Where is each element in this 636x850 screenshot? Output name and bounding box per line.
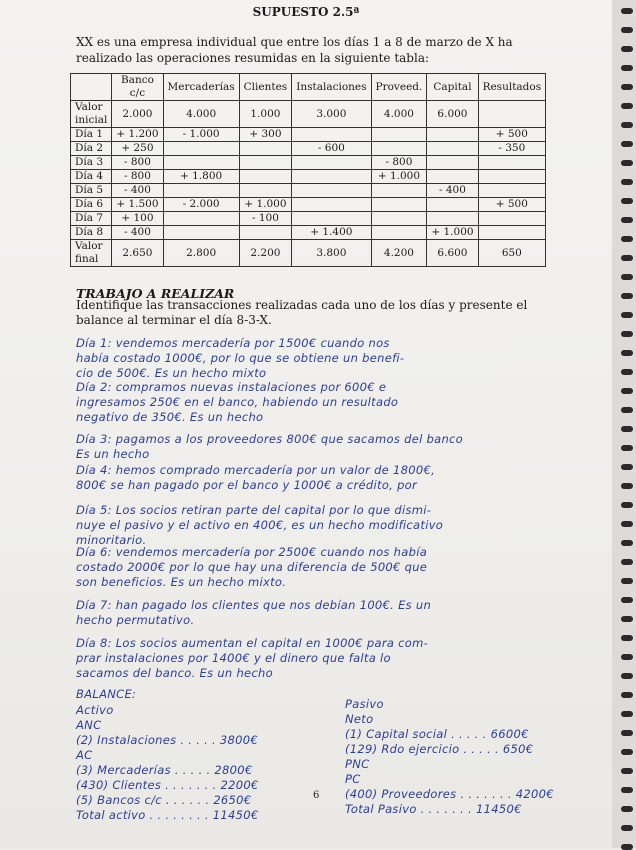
answer-day-1 — [76, 336, 576, 381]
table-cell: 650 — [478, 240, 546, 267]
column-header: Banco c/c — [112, 74, 163, 101]
answer-line: costado 2000€ por lo que hay una diferencia de 500€ que — [76, 560, 428, 574]
binding-ring — [621, 673, 633, 679]
balance-assets — [76, 703, 259, 823]
binding-ring — [621, 616, 633, 622]
binding-ring — [621, 141, 633, 147]
binding-ring — [621, 65, 633, 71]
table-cell — [371, 198, 427, 212]
binding-ring — [621, 8, 633, 14]
page-number: 6 — [313, 790, 320, 801]
table-cell: 1.000 — [239, 101, 292, 128]
binding-ring — [621, 597, 633, 603]
table-cell: + 300 — [239, 128, 292, 142]
table-cell — [292, 184, 371, 198]
binding-ring — [621, 407, 633, 413]
table-cell: 2.200 — [239, 240, 292, 267]
page-title: SUPUESTO 2.5ª — [252, 5, 360, 19]
binding-ring — [621, 483, 633, 489]
binding-ring — [621, 806, 633, 812]
table-cell — [427, 128, 478, 142]
table-row — [71, 184, 546, 198]
table-row — [71, 226, 546, 240]
binding-ring — [621, 198, 633, 204]
balance-liabilities — [345, 697, 554, 817]
table-cell: - 2.000 — [163, 198, 239, 212]
table-cell — [371, 128, 427, 142]
table-cell — [478, 212, 546, 226]
table-row — [71, 212, 546, 226]
table-cell: 2.800 — [163, 240, 239, 267]
table-header-row — [71, 74, 546, 101]
table-cell — [292, 170, 371, 184]
answer-line: Día 3: pagamos a los proveedores 800€ que sacamos del banco — [76, 432, 464, 446]
table-cell — [427, 142, 478, 156]
table-cell — [427, 170, 478, 184]
table-cell — [371, 212, 427, 226]
table-row — [71, 156, 546, 170]
table-row — [71, 142, 546, 156]
table-cell — [478, 184, 546, 198]
answer-day-5 — [76, 503, 576, 548]
binding-ring — [621, 27, 633, 33]
table-cell: + 1.200 — [112, 128, 163, 142]
table-cell: + 500 — [478, 128, 546, 142]
table-cell — [239, 142, 292, 156]
answer-line: Día 8: Los socios aumentan el capital en 1000€ para com- — [76, 636, 429, 650]
table-cell — [239, 156, 292, 170]
table-cell — [163, 142, 239, 156]
table-cell — [371, 184, 427, 198]
balance-line: (430) Clientes . . . . . . . 2200€ — [76, 778, 259, 792]
table-cell — [239, 184, 292, 198]
balance-line: (1) Capital social . . . . . 6600€ — [345, 727, 529, 741]
balance-line: AC — [76, 748, 93, 762]
answer-day-3 — [76, 432, 576, 462]
binding-ring — [621, 103, 633, 109]
binding-ring — [621, 388, 633, 394]
binding-ring — [621, 350, 633, 356]
binding-ring — [621, 768, 633, 774]
row-label: Día 5 — [71, 184, 112, 198]
binding-ring — [621, 787, 633, 793]
binding-ring — [621, 160, 633, 166]
answer-line: sacamos del banco. Es un hecho — [76, 666, 273, 680]
balance-line: PC — [345, 772, 361, 786]
binding-ring — [621, 502, 633, 508]
table-cell — [163, 156, 239, 170]
table-cell: + 1.800 — [163, 170, 239, 184]
balance-line: Neto — [345, 712, 374, 726]
binding-ring — [621, 825, 633, 831]
table-cell — [292, 198, 371, 212]
table-cell: 4.200 — [371, 240, 427, 267]
table-cell — [427, 212, 478, 226]
row-label: Valor final — [71, 240, 112, 267]
binding-ring — [621, 578, 633, 584]
answer-line: 800€ se han pagado por el banco y 1000€ a crédito, por — [76, 478, 418, 492]
column-header: Resultados — [478, 74, 546, 101]
balance-line: Pasivo — [345, 697, 384, 711]
table-cell — [371, 142, 427, 156]
table-cell: - 400 — [112, 184, 163, 198]
table-cell: + 1.000 — [427, 226, 478, 240]
instruction-text: Identifique las transacciones realizadas cada uno de los días y presente el balance al terminar el día 8-3-X. — [76, 298, 528, 327]
table-row — [71, 170, 546, 184]
table-cell — [427, 156, 478, 170]
table-cell — [292, 212, 371, 226]
row-label: Día 8 — [71, 226, 112, 240]
balance-line: (5) Bancos c/c . . . . . . 2650€ — [76, 793, 252, 807]
balance-line: ANC — [76, 718, 102, 732]
binding-ring — [621, 521, 633, 527]
table-cell: + 250 — [112, 142, 163, 156]
answer-day-8 — [76, 636, 576, 681]
table-cell: - 800 — [112, 170, 163, 184]
row-label: Día 2 — [71, 142, 112, 156]
balance-line: (2) Instalaciones . . . . . 3800€ — [76, 733, 259, 747]
binding-ring — [621, 236, 633, 242]
answer-line: Día 2: compramos nuevas instalaciones por 600€ e — [76, 380, 387, 394]
table-cell: 6.600 — [427, 240, 478, 267]
answer-day-2 — [76, 380, 576, 425]
binding-ring — [621, 540, 633, 546]
table-cell: - 400 — [427, 184, 478, 198]
table-cell — [163, 184, 239, 198]
answer-line: negativo de 350€. Es un hecho — [76, 410, 264, 424]
answer-line: Día 7: han pagado los clientes que nos debían 100€. Es un — [76, 598, 432, 612]
column-header: Proveed. — [371, 74, 427, 101]
binding-ring — [621, 217, 633, 223]
answer-line: Día 6: vendemos mercadería por 2500€ cuando nos había — [76, 545, 428, 559]
row-label: Día 1 — [71, 128, 112, 142]
binding-ring — [621, 274, 633, 280]
binding-ring — [621, 711, 633, 717]
balance-line: (129) Rdo ejercicio . . . . . 650€ — [345, 742, 534, 756]
balance-line: Activo — [76, 703, 114, 717]
table-row — [71, 101, 546, 128]
answer-line: son beneficios. Es un hecho mixto. — [76, 575, 287, 589]
binding-ring — [621, 635, 633, 641]
binding-ring — [621, 445, 633, 451]
binding-ring — [621, 654, 633, 660]
operations-table — [70, 73, 546, 267]
spiral-binding — [612, 0, 636, 848]
table-cell: 2.650 — [112, 240, 163, 267]
balance-heading — [76, 687, 136, 702]
table-cell: - 800 — [112, 156, 163, 170]
binding-ring — [621, 730, 633, 736]
table-cell: + 1.000 — [239, 198, 292, 212]
table-cell — [478, 101, 546, 128]
answer-day-4 — [76, 463, 576, 493]
answer-day-6 — [76, 545, 576, 590]
balance-title: BALANCE: — [76, 687, 137, 701]
table-row — [71, 198, 546, 212]
table-cell: - 600 — [292, 142, 371, 156]
binding-ring — [621, 84, 633, 90]
binding-ring — [621, 426, 633, 432]
row-label: Valor inicial — [71, 101, 112, 128]
binding-ring — [621, 844, 633, 850]
binding-ring — [621, 179, 633, 185]
table-cell: + 1.400 — [292, 226, 371, 240]
table-cell: + 500 — [478, 198, 546, 212]
answer-line: Día 5: Los socios retiran parte del capital por lo que dismi- — [76, 503, 432, 517]
table-cell: 6.000 — [427, 101, 478, 128]
balance-line: (400) Proveedores . . . . . . . 4200€ — [345, 787, 554, 801]
binding-ring — [621, 122, 633, 128]
binding-ring — [621, 46, 633, 52]
column-header — [71, 74, 112, 101]
table-cell — [292, 156, 371, 170]
table-cell: - 100 — [239, 212, 292, 226]
table-cell: - 800 — [371, 156, 427, 170]
table-cell — [478, 226, 546, 240]
table-cell — [478, 170, 546, 184]
table-cell: 3.000 — [292, 101, 371, 128]
row-label: Día 3 — [71, 156, 112, 170]
binding-ring — [621, 293, 633, 299]
column-header: Mercaderías — [163, 74, 239, 101]
binding-ring — [621, 464, 633, 470]
binding-ring — [621, 255, 633, 261]
table-cell: 4.000 — [371, 101, 427, 128]
table-cell — [163, 226, 239, 240]
answer-line: Día 1: vendemos mercadería por 1500€ cuando nos — [76, 336, 390, 350]
table-row — [71, 128, 546, 142]
row-label: Día 6 — [71, 198, 112, 212]
answer-day-7 — [76, 598, 576, 628]
table-cell: + 1.000 — [371, 170, 427, 184]
binding-ring — [621, 692, 633, 698]
column-header: Instalaciones — [292, 74, 371, 101]
section-heading: TRABAJO A REALIZAR — [76, 286, 235, 301]
column-header: Clientes — [239, 74, 292, 101]
table-cell: 4.000 — [163, 101, 239, 128]
intro-text: XX es una empresa individual que entre los días 1 a 8 de marzo de X ha realizado las operaciones resumidas en la siguiente tabla: — [76, 35, 513, 65]
table-cell: - 400 — [112, 226, 163, 240]
table-cell — [371, 226, 427, 240]
answer-line: cio de 500€. Es un hecho mixto — [76, 366, 267, 380]
answer-line: había costado 1000€, por lo que se obtiene un benefi- — [76, 351, 405, 365]
column-header: Capital — [427, 74, 478, 101]
binding-ring — [621, 749, 633, 755]
answer-line: ingresamos 250€ en el banco, habiendo un resultado — [76, 395, 399, 409]
table-cell — [292, 128, 371, 142]
table-cell: - 350 — [478, 142, 546, 156]
table-cell — [239, 226, 292, 240]
table-body — [71, 101, 546, 267]
answer-line: Es un hecho — [76, 447, 150, 461]
table-cell — [163, 212, 239, 226]
table-cell — [427, 198, 478, 212]
binding-ring — [621, 312, 633, 318]
table-cell — [478, 156, 546, 170]
binding-ring — [621, 559, 633, 565]
answer-line: prar instalaciones por 1400€ y el dinero que falta lo — [76, 651, 391, 665]
balance-line: PNC — [345, 757, 370, 771]
table-cell: 3.800 — [292, 240, 371, 267]
answer-line: nuye el pasivo y el activo en 400€, es un hecho modificativo — [76, 518, 444, 532]
answer-line: Día 4: hemos comprado mercadería por un valor de 1800€, — [76, 463, 436, 477]
table-cell: 2.000 — [112, 101, 163, 128]
binding-ring — [621, 331, 633, 337]
row-label: Día 4 — [71, 170, 112, 184]
answer-line: minoritario. — [76, 533, 147, 547]
table-row — [71, 240, 546, 267]
balance-line: (3) Mercaderías . . . . . 2800€ — [76, 763, 253, 777]
table-cell — [239, 170, 292, 184]
binding-ring — [621, 369, 633, 375]
table-cell: - 1.000 — [163, 128, 239, 142]
table-cell: + 1.500 — [112, 198, 163, 212]
row-label: Día 7 — [71, 212, 112, 226]
table-cell: + 100 — [112, 212, 163, 226]
balance-line: Total activo . . . . . . . . 11450€ — [76, 808, 259, 822]
answer-line: hecho permutativo. — [76, 613, 195, 627]
balance-line: Total Pasivo . . . . . . . 11450€ — [345, 802, 522, 816]
